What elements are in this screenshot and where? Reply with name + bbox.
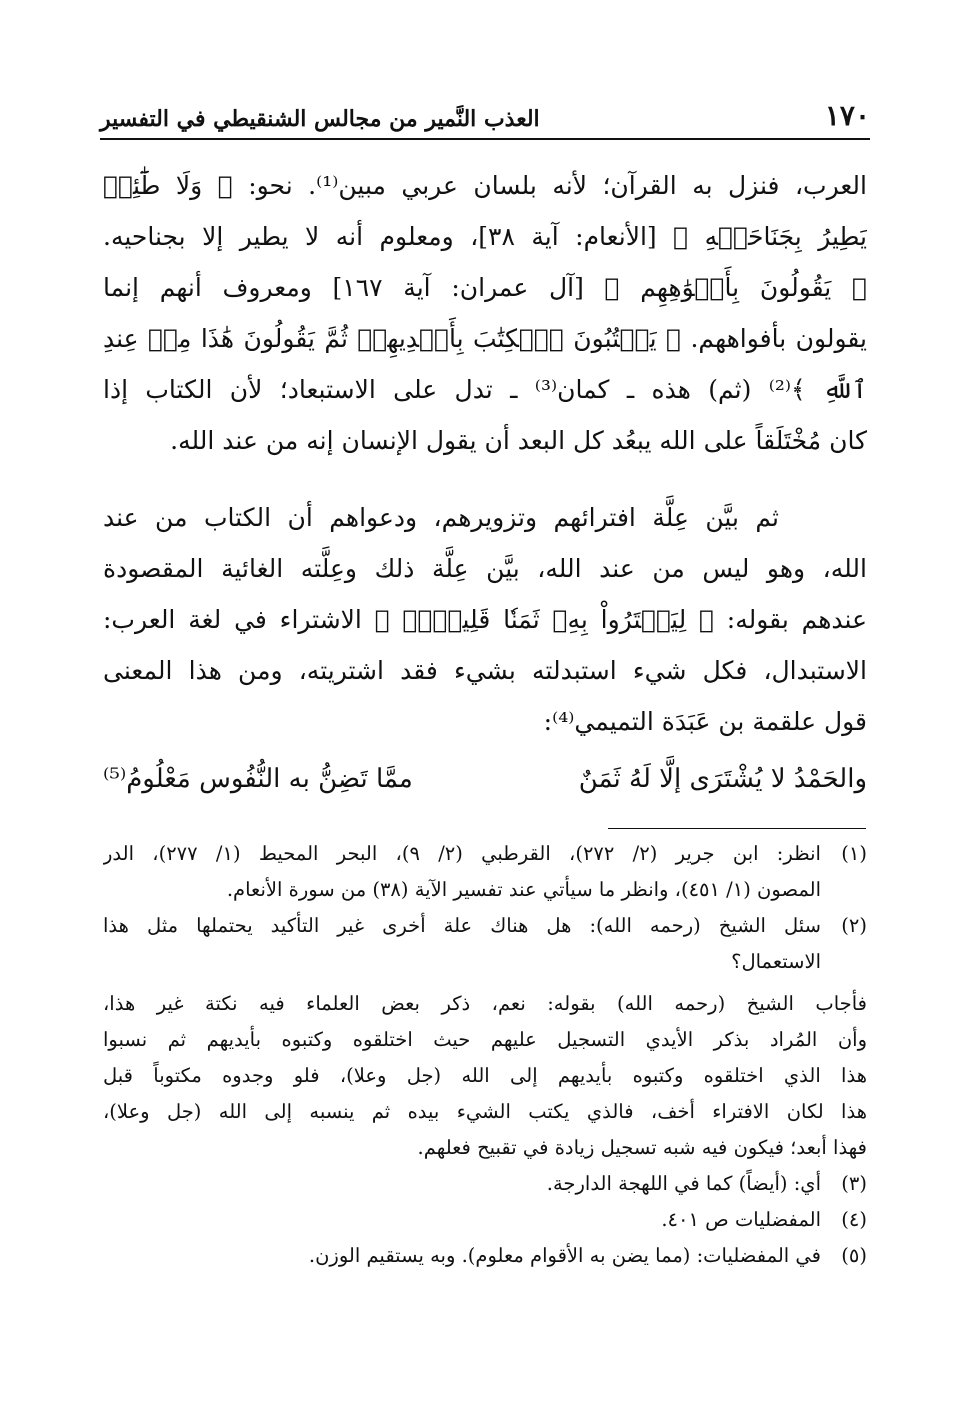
main-text bbox=[103, 160, 867, 807]
footnote-2 bbox=[103, 908, 867, 980]
page-number: ١٧٠ bbox=[824, 99, 870, 132]
footnote-line: وأن المُراد بذكر الأيدي التسجيل عليهم حيث اختلقوه وكتبوه بأيديهم ثم نسبوا bbox=[103, 1028, 867, 1051]
header-rule bbox=[100, 138, 870, 140]
footnote-number: (٤) bbox=[841, 1208, 867, 1231]
text-line: الاستبدال، فكل شيء استبدلته بشيء فقد اشتريته، ومن هذا المعنى bbox=[103, 656, 867, 685]
footnote-5 bbox=[103, 1238, 867, 1274]
footnote-line: المفضليات ص ٤٠١. bbox=[661, 1208, 821, 1231]
footnote-line: هذا الذي اختلقوه وكتبوه بأيديهم إلى الله (جل وعلا)، فلو وجدوه مكتوباً قبل bbox=[103, 1064, 867, 1087]
text-line: ﴿ يَقُولُونَ بِأَفۡوَٰهِهِم ﴾ [آل عمران: آية ١٦٧] ومعروف أنهم إنما bbox=[103, 273, 867, 302]
page-header bbox=[100, 92, 870, 132]
paragraph-1 bbox=[103, 160, 867, 466]
text-line: ٱللَّهِ ﴾⁽²⁾ (ثم) هذه ـ كمان⁽³⁾ ـ تدل على الاستبعاد؛ لأن الكتاب إذا bbox=[103, 375, 867, 404]
text-line: الله، وهو ليس من عند الله، بيَّن عِلَّة ذلك وعِلَّته الغائية المقصودة bbox=[103, 554, 867, 583]
text-line: عندهم بقوله: ﴿ لِيَشۡتَرُواْ بِهِۦ ثَمَنٗا قَلِيلٗاۖ ﴾ الاشتراء في لغة العرب: bbox=[103, 605, 867, 634]
footnote-line: أي: (أيضاً) كما في اللهجة الدارجة. bbox=[546, 1172, 821, 1195]
footnotes bbox=[103, 836, 867, 1274]
poetry-verse bbox=[103, 751, 867, 807]
footnote-line: المصون (١/ ٤٥١)، وانظر ما سيأتي عند تفسير الآية (٣٨) من سورة الأنعام. bbox=[226, 878, 821, 901]
footnote-1 bbox=[103, 836, 867, 908]
footnote-line: الاستعمال؟ bbox=[731, 950, 821, 973]
footnote-4 bbox=[103, 1202, 867, 1238]
verse-first-hemistich: والحَمْدُ لا يُشْتَرَى إلَّا لَهُ ثَمَنٌ bbox=[578, 764, 867, 794]
footnote-number: (٣) bbox=[841, 1172, 867, 1195]
running-title: العذب النَّمير من مجالس الشنقيطي في التفسير bbox=[100, 106, 540, 132]
footnote-2-answer bbox=[103, 986, 867, 1166]
footnote-number: (١) bbox=[841, 842, 867, 865]
footnote-line: انظر: ابن جرير (٢/ ٢٧٢)، القرطبي (٢/ ٩)، البحر المحيط (١/ ٢٧٧)، الدر bbox=[103, 842, 821, 865]
footnote-line: في المفضليات: (مما يضن به الأقوام معلوم). وبه يستقيم الوزن. bbox=[308, 1244, 821, 1267]
footnote-line: فهذا أبعد؛ فيكون فيه شبه تسجيل زيادة في تقبيح فعلهم. bbox=[417, 1136, 867, 1159]
text-line: يقولون بأفواههم. ﴿ يَكۡتُبُونَ ٱلۡكِتَٰبَ بِأَيۡدِيهِمۡ ثُمَّ يَقُولُونَ هَٰذَا مِنۡ عِندِ bbox=[103, 324, 867, 353]
text-line: قول علقمة بن عَبَدَة التميمي⁽⁴⁾: bbox=[543, 707, 867, 736]
footnote-number: (٥) bbox=[841, 1244, 867, 1267]
text-line: كان مُخْتَلَقاً على الله يبعُد كل البعد أن يقول الإنسان إنه من عند الله. bbox=[170, 426, 867, 455]
paragraph-gap bbox=[103, 466, 867, 492]
text-line: العرب، فنزل به القرآن؛ لأنه بلسان عربي مبين⁽¹⁾. نحو: ﴿ وَلَا طَٰٓئِرٖ bbox=[103, 171, 867, 200]
footnote-separator bbox=[608, 828, 866, 829]
footnote-3 bbox=[103, 1166, 867, 1202]
paragraph-2 bbox=[103, 492, 867, 747]
footnote-line: هذا لكان الافتراء أخف، فالذي يكتب الشيء بيده ثم ينسبه إلى الله (جل وعلا)، bbox=[103, 1100, 867, 1123]
footnote-line: فأجاب الشيخ (رحمه الله) بقوله: نعم، ذكر بعض العلماء فيه نكتة غير هذا، bbox=[103, 992, 867, 1015]
text-line: ثم بيَّن عِلَّة افترائهم وتزويرهم، ودعواهم أن الكتاب من عند bbox=[103, 503, 779, 532]
footnote-line: سئل الشيخ (رحمه الله): هل هناك علة أخرى غير التأكيد يحتملها مثل هذا bbox=[103, 914, 821, 937]
verse-second-hemistich: ممَّا تَضِنُّ به النُّفُوس مَعْلُومُ⁽⁵⁾ bbox=[103, 764, 413, 794]
footnote-number: (٢) bbox=[841, 914, 867, 937]
text-line: يَطِيرُ بِجَنَاحَيۡهِ ﴾ [الأنعام: آية ٣٨]، ومعلوم أنه لا يطير إلا بجناحيه. bbox=[103, 222, 867, 251]
